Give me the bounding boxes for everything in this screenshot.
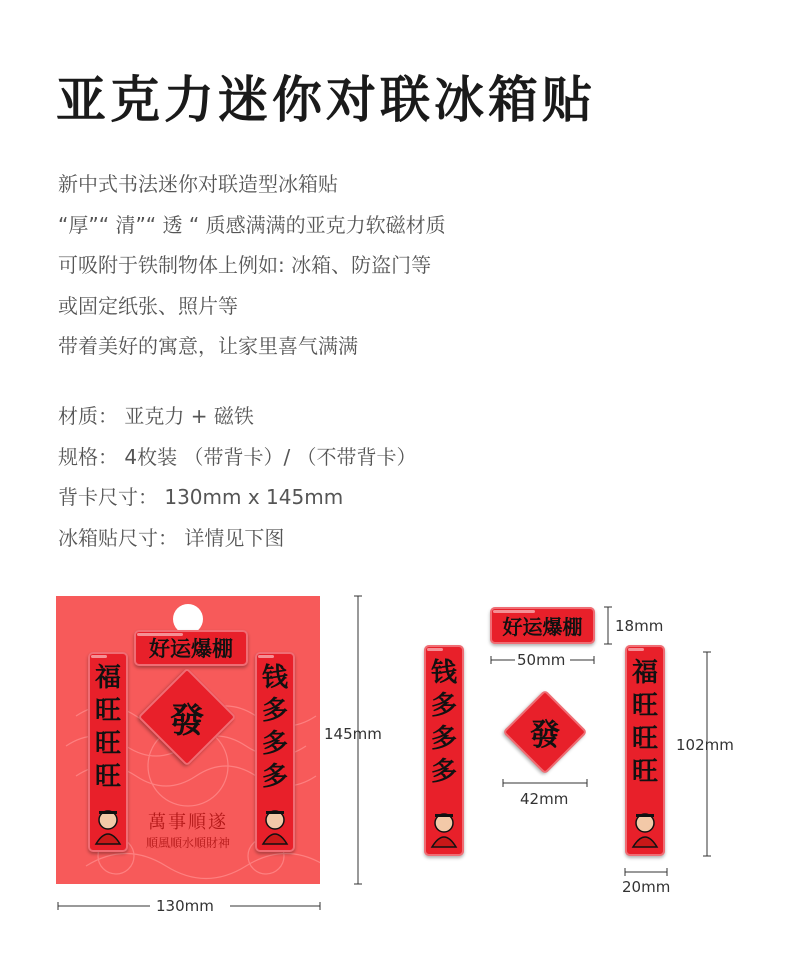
sticker-text: 好运爆棚	[149, 636, 233, 661]
description-line: 或固定纸张、照片等	[58, 293, 238, 318]
sticker-char: 旺	[94, 696, 121, 726]
description-line: 新中式书法迷你对联造型冰箱贴	[58, 172, 338, 196]
sticker-char: 旺	[94, 729, 121, 759]
sticker-char: 旺	[631, 757, 658, 787]
spec-card-size: 背卡尺寸： 130mm x 145mm	[58, 485, 344, 509]
sticker-char: 福	[94, 663, 121, 693]
sticker-char: 多	[261, 729, 288, 759]
dim-diamond-size: 42mm	[520, 790, 569, 808]
dim-card-height: 145mm	[324, 725, 382, 743]
page-title: 亚克力迷你对联冰箱贴	[56, 71, 596, 129]
sticker-char: 多	[430, 691, 457, 721]
dim-card-width: 130mm	[156, 897, 214, 915]
description-line: 可吸附于铁制物体上例如: 冰箱、防盗门等	[58, 253, 432, 277]
diamond-char: 發	[530, 718, 560, 753]
description-line: “厚”“ 清”“ 透 “ 质感满满的亚克力软磁材质	[58, 212, 446, 237]
dim-top-width: 50mm	[517, 651, 566, 669]
dim-top-height: 18mm	[615, 617, 664, 635]
spec-material: 材质： 亚克力 + 磁铁	[58, 404, 254, 428]
dim-tall-width: 20mm	[622, 878, 671, 896]
sticker-char: 钱	[261, 663, 288, 693]
spec-sticker-size: 冰箱贴尺寸： 详情见下图	[58, 525, 285, 550]
card-slogan: 萬事順遂	[148, 812, 228, 833]
description-line: 带着美好的寓意，让家里喜气满满	[58, 334, 358, 358]
spec-package: 规格： 4枚装 （带背卡）/ （不带背卡）	[58, 444, 417, 469]
sticker-char: 钱	[430, 658, 457, 688]
sticker-char: 福	[631, 658, 658, 688]
sticker-char: 旺	[631, 691, 658, 721]
sticker-char: 多	[261, 762, 288, 792]
sticker-char: 旺	[94, 762, 121, 792]
sticker-text: 好运爆棚	[502, 615, 583, 639]
dim-tall-height: 102mm	[676, 736, 734, 754]
sticker-char: 多	[430, 724, 457, 754]
sticker-char: 多	[261, 696, 288, 726]
diamond-char: 發	[170, 700, 204, 741]
sticker-char: 多	[430, 757, 457, 787]
card-subslogan: 順風順水順財神	[145, 836, 230, 850]
sticker-char: 旺	[631, 724, 658, 754]
